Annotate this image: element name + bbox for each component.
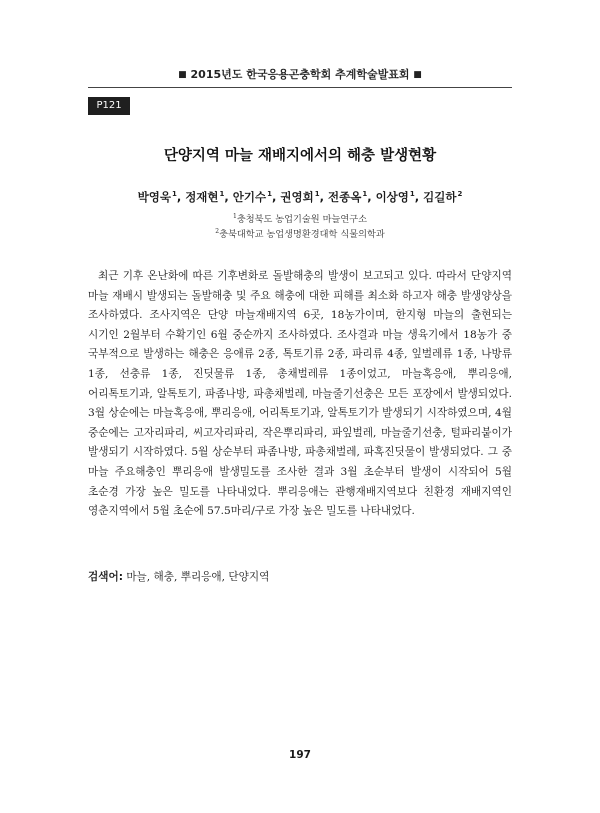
poster-id-badge: P121	[88, 97, 130, 115]
conference-header	[88, 66, 512, 82]
keywords-line	[88, 569, 512, 585]
conference-name: 2015년도 한국응용곤충학회 추계학술발표회	[190, 68, 410, 81]
author: 전종옥$^1$,	[327, 190, 372, 204]
keywords-label: 검색어:	[88, 571, 123, 583]
author-list	[88, 189, 512, 205]
square-bullet-icon: ■	[178, 70, 187, 80]
square-bullet-icon: ■	[413, 70, 422, 80]
keywords-text: 마늘, 해충, 뿌리응애, 단양지역	[126, 571, 270, 583]
affiliation: $^2$충북대학교 농업생명환경대학 식물의학과	[215, 228, 385, 240]
abstract-body: 최근 기후 온난화에 따른 기후변화로 돌발해충의 발생이 보고되고 있다. 따라서 단양지역 마늘 재배시 발생되는 돌발해충 및 주요 해충에 대한 피해를 최소화 하고자 해충 발생양상을 조사하였다. 조사지역은 단양 마늘재배지역 6곳, 18농가이며, 한지형 마늘의 출현되는 시기인 2월부터 수확기인 6월 중순까지 조사하였다. 조사결과 마늘 생육기에서 18농가 중 국부적으로 발생하는 해충은 응애류 2종, 톡토기류 2종, 파리류 4종, 잎벌레류 1종, 나방류 1종, 선충류 1종, 진딧물류 1종, 총채벌레류 1종이었고, 마늘혹응애, 뿌리응애, 어리톡토기과, 알톡토기, 파좀나방, 파총채벌레, 마늘줄기선충은 모든 포장에서 발생되었다. 3월 상순에는 마늘혹응애, 뿌리응애, 어리톡토기과, 알톡토기가 발생되기 시작하였으며, 4월 중순에는 고자리파리, 씨고자리파리, 작은뿌리파리, 파잎벌레, 마늘줄기선충, 털파리붙이가 발생되기 시작하였다. 5월 상순부터 파좀나방, 파총채벌레, 파혹진딧물이 발생되었다. 그 중 마늘 주요해충인 뿌리응애 발생밀도를 조사한 결과 3월 초순부터 발생이 시작되어 5월 초순경 가장 높은 밀도를 나타내었다. 뿌리응애는 관행재배지역보다 친환경 재배지역인 영춘지역에서 5월 초순에 57.5마리/구로 가장 높은 밀도를 나타내었다.	[88, 270, 512, 518]
author: 정재현$^1$,	[185, 190, 229, 204]
page-number: 197	[289, 749, 311, 761]
author: 안기수$^1$,	[232, 190, 277, 204]
affiliation: $^1$충청북도 농업기술원 마늘연구소	[233, 213, 367, 225]
author: 박영욱$^1$,	[137, 190, 182, 204]
header-divider	[88, 87, 512, 88]
author: 권영희$^1$,	[280, 190, 324, 204]
paper-title: 단양지역 마늘 재배지에서의 해충 발생현황	[163, 148, 437, 164]
author: 김길하$^2$	[423, 190, 463, 204]
author: 이상영$^1$,	[375, 190, 420, 204]
